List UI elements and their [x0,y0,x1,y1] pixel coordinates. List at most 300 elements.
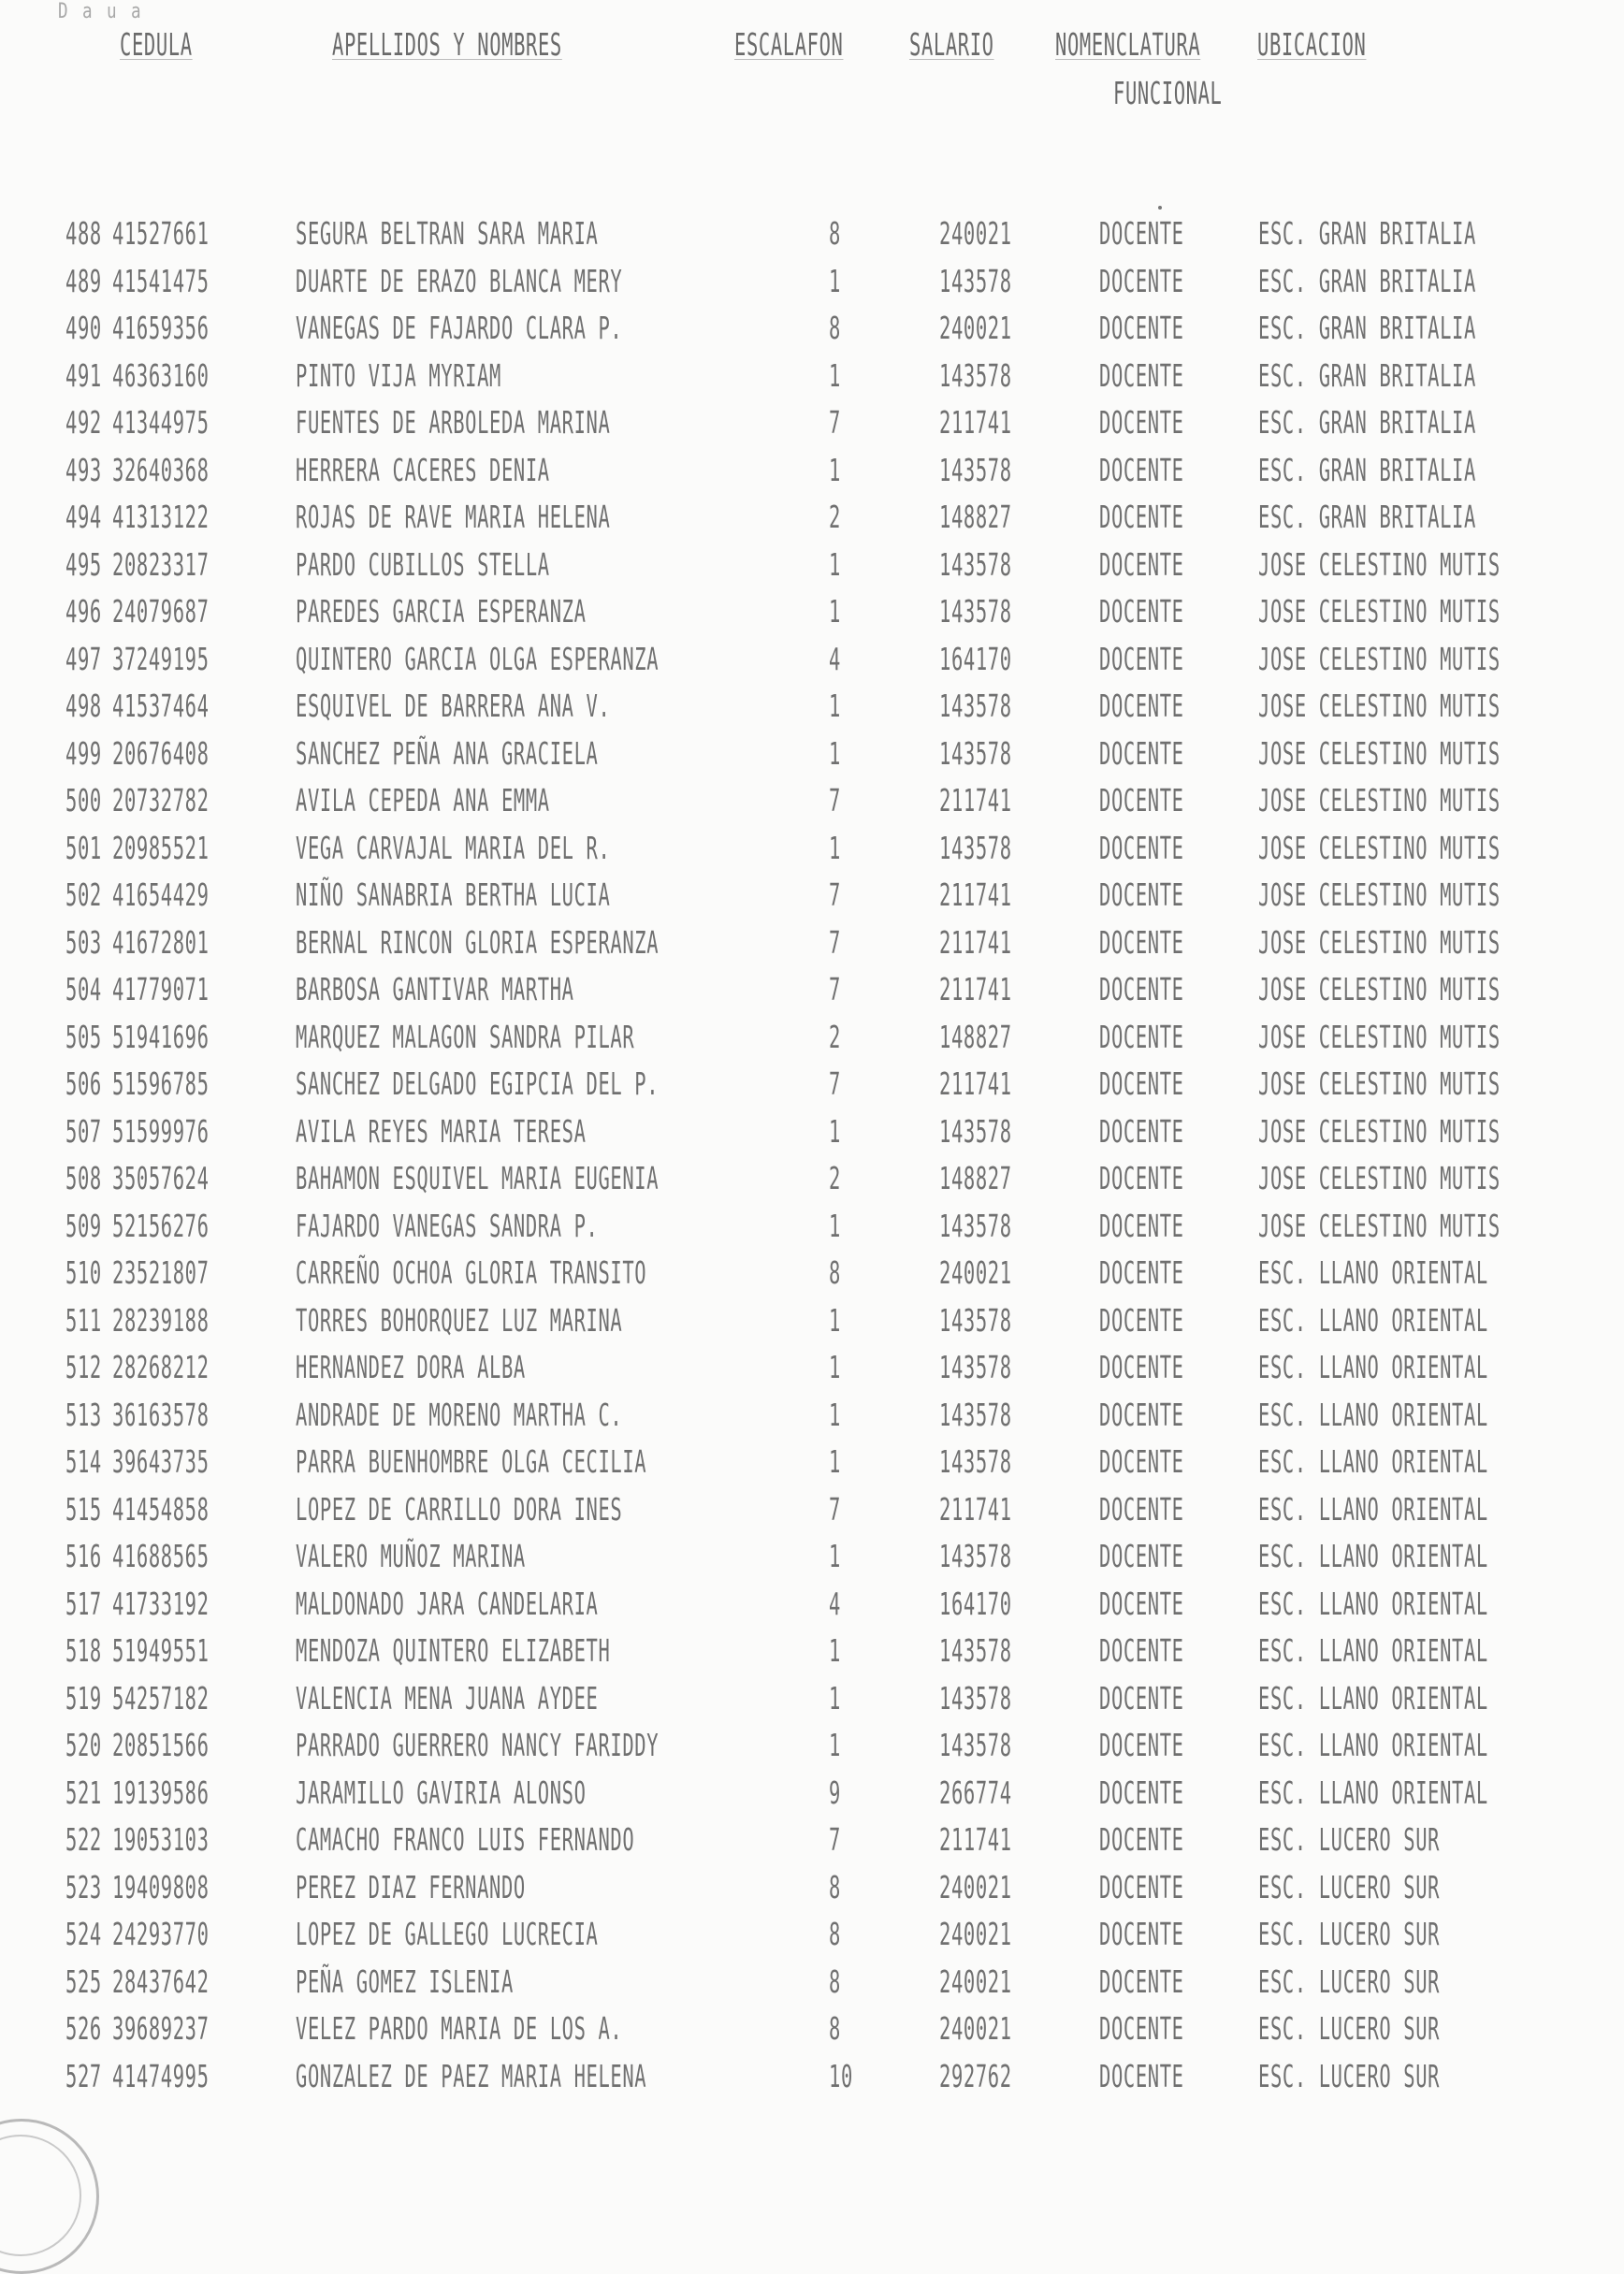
nomenclatura-cell: DOCENTE [1099,2010,1184,2047]
row-number: 516 [65,1538,102,1574]
nomenclatura-cell: DOCENTE [1099,1301,1184,1339]
table-row [0,1581,1624,1628]
cedula-cell: 41454858 [112,1490,210,1528]
salario-cell: 143578 [939,1679,1012,1716]
table-row [0,1344,1624,1391]
name-cell: SEGURA BELTRAN SARA MARIA [296,215,599,252]
salario-cell: 143578 [939,1207,1012,1244]
table-row [0,1392,1624,1439]
escalafon-cell: 1 [829,1443,841,1480]
cedula-cell: 39643735 [112,1443,210,1480]
name-cell: PARDO CUBILLOS STELLA [296,545,550,583]
cedula-cell: 28239188 [112,1301,210,1339]
table-row [0,1628,1624,1674]
nomenclatura-cell: DOCENTE [1099,310,1184,346]
table-row [0,1203,1624,1250]
name-cell: VANEGAS DE FAJARDO CLARA P. [296,310,623,346]
escalafon-cell: 7 [829,971,841,1007]
name-cell: FAJARDO VANEGAS SANDRA P. [296,1207,599,1244]
table-row [0,1722,1624,1769]
table-row [0,542,1624,588]
row-number: 518 [65,1632,102,1669]
row-number: 519 [65,1679,102,1716]
ubicacion-cell: JOSE CELESTINO MUTIS [1258,593,1501,630]
table-row [0,825,1624,872]
name-cell: LOPEZ DE GALLEGO LUCRECIA [296,1916,599,1952]
cedula-cell: 51596785 [112,1065,210,1102]
name-cell: JARAMILLO GAVIRIA ALONSO [296,1774,587,1811]
nomenclatura-cell: DOCENTE [1099,734,1184,772]
salario-cell: 143578 [939,1112,1012,1150]
header-escalafon: ESCALAFON [734,26,844,63]
table-row [0,258,1624,305]
name-cell: PAREDES GARCIA ESPERANZA [296,593,587,630]
ubicacion-cell: ESC. GRAN BRITALIA [1258,215,1476,252]
ubicacion-cell: ESC. GRAN BRITALIA [1258,310,1476,346]
nomenclatura-cell: DOCENTE [1099,593,1184,630]
table-row [0,1675,1624,1722]
ubicacion-cell: ESC. LUCERO SUR [1258,2010,1441,2047]
escalafon-cell: 10 [829,2057,853,2094]
row-number: 524 [65,1916,102,1952]
row-number: 493 [65,451,102,488]
escalafon-cell: 1 [829,1301,841,1339]
table-row [0,636,1624,683]
name-cell: QUINTERO GARCIA OLGA ESPERANZA [296,640,660,677]
cedula-cell: 32640368 [112,451,210,488]
nomenclatura-cell: DOCENTE [1099,1490,1184,1528]
nomenclatura-cell: DOCENTE [1099,1065,1184,1102]
name-cell: MALDONADO JARA CANDELARIA [296,1585,599,1622]
row-number: 514 [65,1443,102,1480]
nomenclatura-cell: DOCENTE [1099,215,1184,252]
ubicacion-cell: ESC. LLANO ORIENTAL [1258,1443,1488,1480]
name-cell: PEREZ DIAZ FERNANDO [296,1868,526,1905]
cedula-cell: 39689237 [112,2010,210,2047]
nomenclatura-cell: DOCENTE [1099,1112,1184,1150]
nomenclatura-cell: DOCENTE [1099,640,1184,677]
salario-cell: 211741 [939,1821,1012,1858]
row-number: 488 [65,215,102,252]
escalafon-cell: 1 [829,451,841,488]
name-cell: CARREÑO OCHOA GLORIA TRANSITO [296,1254,647,1291]
ubicacion-cell: ESC. LLANO ORIENTAL [1258,1727,1488,1763]
row-number: 506 [65,1065,102,1102]
header-salario: SALARIO [909,26,994,63]
table-row [0,731,1624,777]
ubicacion-cell: ESC. LLANO ORIENTAL [1258,1774,1488,1811]
row-number: 515 [65,1490,102,1528]
row-number: 526 [65,2010,102,2047]
ubicacion-cell: JOSE CELESTINO MUTIS [1258,971,1501,1007]
nomenclatura-cell: DOCENTE [1099,1349,1184,1385]
escalafon-cell: 8 [829,310,841,346]
row-number: 497 [65,640,102,677]
row-number: 491 [65,356,102,394]
row-number: 522 [65,1821,102,1858]
cedula-cell: 41672801 [112,923,210,961]
salario-cell: 240021 [939,215,1012,252]
nomenclatura-cell: DOCENTE [1099,1963,1184,2000]
nomenclatura-cell: DOCENTE [1099,1868,1184,1905]
cedula-cell: 51949551 [112,1632,210,1669]
row-number: 499 [65,734,102,772]
escalafon-cell: 8 [829,1868,841,1905]
row-number: 509 [65,1207,102,1244]
salario-cell: 143578 [939,1396,1012,1433]
stamp-seal [0,2119,99,2274]
table-row [0,494,1624,541]
table-row [0,1250,1624,1296]
salario-cell: 164170 [939,640,1012,677]
table-row [0,777,1624,824]
ubicacion-cell: ESC. LLANO ORIENTAL [1258,1349,1488,1385]
ubicacion-cell: ESC. LLANO ORIENTAL [1258,1490,1488,1528]
row-number: 489 [65,262,102,299]
nomenclatura-cell: DOCENTE [1099,782,1184,818]
name-cell: GONZALEZ DE PAEZ MARIA HELENA [296,2057,647,2094]
nomenclatura-cell: DOCENTE [1099,1160,1184,1196]
salario-cell: 211741 [939,876,1012,913]
salario-cell: 143578 [939,593,1012,630]
name-cell: AVILA REYES MARIA TERESA [296,1112,587,1150]
salario-cell: 143578 [939,1301,1012,1339]
row-number: 521 [65,1774,102,1811]
escalafon-cell: 8 [829,1916,841,1952]
cedula-cell: 46363160 [112,356,210,394]
cedula-cell: 28437642 [112,1963,210,2000]
cedula-cell: 23521807 [112,1254,210,1291]
salario-cell: 211741 [939,923,1012,961]
name-cell: LOPEZ DE CARRILLO DORA INES [296,1490,623,1528]
nomenclatura-cell: DOCENTE [1099,2057,1184,2094]
nomenclatura-cell: DOCENTE [1099,1254,1184,1291]
cedula-cell: 41541475 [112,262,210,299]
nomenclatura-cell: DOCENTE [1099,829,1184,866]
ubicacion-cell: JOSE CELESTINO MUTIS [1258,1207,1501,1244]
ubicacion-cell: JOSE CELESTINO MUTIS [1258,782,1501,818]
cedula-cell: 19053103 [112,1821,210,1858]
row-number: 512 [65,1349,102,1385]
escalafon-cell: 1 [829,262,841,299]
escalafon-cell: 1 [829,1632,841,1669]
name-cell: NIÑO SANABRIA BERTHA LUCIA [296,876,611,913]
salario-cell: 211741 [939,782,1012,818]
row-number: 496 [65,593,102,630]
ubicacion-cell: ESC. GRAN BRITALIA [1258,499,1476,535]
row-number: 525 [65,1963,102,2000]
cedula-cell: 41313122 [112,499,210,535]
escalafon-cell: 1 [829,545,841,583]
salario-cell: 143578 [939,451,1012,488]
nomenclatura-cell: DOCENTE [1099,356,1184,394]
table-row [0,872,1624,919]
salario-cell: 143578 [939,688,1012,724]
cedula-cell: 19409808 [112,1868,210,1905]
escalafon-cell: 1 [829,734,841,772]
cedula-cell: 41344975 [112,404,210,441]
name-cell: PINTO VIJA MYRIAM [296,356,501,394]
escalafon-cell: 1 [829,1112,841,1150]
name-cell: PARRADO GUERRERO NANCY FARIDDY [296,1727,660,1763]
table-row [0,683,1624,730]
salario-cell: 143578 [939,734,1012,772]
escalafon-cell: 7 [829,1821,841,1858]
corner-handwritten-mark: D a u a [58,0,143,23]
ubicacion-cell: ESC. LUCERO SUR [1258,1821,1441,1858]
table-row [0,353,1624,399]
name-cell: ESQUIVEL DE BARRERA ANA V. [296,688,611,724]
salario-cell: 143578 [939,356,1012,394]
name-cell: VALERO MUÑOZ MARINA [296,1538,526,1574]
name-cell: VELEZ PARDO MARIA DE LOS A. [296,2010,623,2047]
table-row [0,399,1624,446]
nomenclatura-cell: DOCENTE [1099,1018,1184,1055]
nomenclatura-cell: DOCENTE [1099,1632,1184,1669]
cedula-cell: 41654429 [112,876,210,913]
header-funcional: FUNCIONAL [1113,75,1223,111]
table-row [0,1533,1624,1580]
table-row [0,588,1624,635]
cedula-cell: 41688565 [112,1538,210,1574]
escalafon-cell: 1 [829,829,841,866]
salario-cell: 143578 [939,1349,1012,1385]
salario-cell: 240021 [939,1916,1012,1952]
nomenclatura-cell: DOCENTE [1099,876,1184,913]
ubicacion-cell: JOSE CELESTINO MUTIS [1258,1018,1501,1055]
escalafon-cell: 4 [829,640,841,677]
name-cell: FUENTES DE ARBOLEDA MARINA [296,404,611,441]
salario-cell: 240021 [939,1254,1012,1291]
name-cell: HERRERA CACERES DENIA [296,451,550,488]
stamp-seal-inner [0,2135,81,2256]
escalafon-cell: 7 [829,1490,841,1528]
escalafon-cell: 2 [829,1018,841,1055]
cedula-cell: 35057624 [112,1160,210,1196]
name-cell: ROJAS DE RAVE MARIA HELENA [296,499,611,535]
stray-dot [1158,206,1162,210]
name-cell: VALENCIA MENA JUANA AYDEE [296,1679,599,1716]
cedula-cell: 20851566 [112,1727,210,1763]
table-row [0,1297,1624,1344]
escalafon-cell: 7 [829,923,841,961]
escalafon-cell: 1 [829,1538,841,1574]
ubicacion-cell: JOSE CELESTINO MUTIS [1258,545,1501,583]
salario-cell: 143578 [939,1538,1012,1574]
table-row [0,210,1624,257]
cedula-cell: 41537464 [112,688,210,724]
salario-cell: 148827 [939,1160,1012,1196]
name-cell: DUARTE DE ERAZO BLANCA MERY [296,262,623,299]
table-row [0,447,1624,494]
ubicacion-cell: ESC. LLANO ORIENTAL [1258,1254,1488,1291]
table-row [0,1108,1624,1155]
nomenclatura-cell: DOCENTE [1099,1443,1184,1480]
ubicacion-cell: ESC. GRAN BRITALIA [1258,404,1476,441]
cedula-cell: 28268212 [112,1349,210,1385]
name-cell: PARRA BUENHOMBRE OLGA CECILIA [296,1443,647,1480]
ubicacion-cell: ESC. LUCERO SUR [1258,2057,1441,2094]
cedula-cell: 20823317 [112,545,210,583]
table-row [0,1770,1624,1817]
name-cell: AVILA CEPEDA ANA EMMA [296,782,550,818]
row-number: 498 [65,688,102,724]
salario-cell: 211741 [939,404,1012,441]
ubicacion-cell: ESC. GRAN BRITALIA [1258,451,1476,488]
cedula-cell: 41474995 [112,2057,210,2094]
cedula-cell: 24293770 [112,1916,210,1952]
escalafon-cell: 8 [829,2010,841,2047]
escalafon-cell: 1 [829,1207,841,1244]
name-cell: BERNAL RINCON GLORIA ESPERANZA [296,923,660,961]
cedula-cell: 41733192 [112,1585,210,1622]
ubicacion-cell: JOSE CELESTINO MUTIS [1258,923,1501,961]
nomenclatura-cell: DOCENTE [1099,499,1184,535]
row-number: 501 [65,829,102,866]
cedula-cell: 41659356 [112,310,210,346]
salario-cell: 240021 [939,1868,1012,1905]
nomenclatura-cell: DOCENTE [1099,1207,1184,1244]
ubicacion-cell: ESC. LLANO ORIENTAL [1258,1538,1488,1574]
nomenclatura-cell: DOCENTE [1099,1727,1184,1763]
table-row [0,1817,1624,1863]
ubicacion-cell: JOSE CELESTINO MUTIS [1258,1160,1501,1196]
name-cell: BARBOSA GANTIVAR MARTHA [296,971,574,1007]
escalafon-cell: 1 [829,1727,841,1763]
ubicacion-cell: JOSE CELESTINO MUTIS [1258,734,1501,772]
salario-cell: 143578 [939,1727,1012,1763]
escalafon-cell: 9 [829,1774,841,1811]
escalafon-cell: 7 [829,404,841,441]
ubicacion-cell: ESC. GRAN BRITALIA [1258,356,1476,394]
nomenclatura-cell: DOCENTE [1099,451,1184,488]
name-cell: BAHAMON ESQUIVEL MARIA EUGENIA [296,1160,660,1196]
escalafon-cell: 1 [829,1349,841,1385]
nomenclatura-cell: DOCENTE [1099,1774,1184,1811]
ubicacion-cell: ESC. LLANO ORIENTAL [1258,1585,1488,1622]
cedula-cell: 20676408 [112,734,210,772]
nomenclatura-cell: DOCENTE [1099,971,1184,1007]
table-row [0,305,1624,352]
salario-cell: 148827 [939,499,1012,535]
cedula-cell: 41779071 [112,971,210,1007]
row-number: 517 [65,1585,102,1622]
table-row [0,1486,1624,1533]
cedula-cell: 37249195 [112,640,210,677]
table-row [0,1155,1624,1202]
row-number: 495 [65,545,102,583]
escalafon-cell: 7 [829,782,841,818]
cedula-cell: 19139586 [112,1774,210,1811]
nomenclatura-cell: DOCENTE [1099,545,1184,583]
nomenclatura-cell: DOCENTE [1099,688,1184,724]
escalafon-cell: 8 [829,1254,841,1291]
escalafon-cell: 8 [829,1963,841,2000]
salario-cell: 143578 [939,1632,1012,1669]
row-number: 508 [65,1160,102,1196]
salario-cell: 143578 [939,1443,1012,1480]
ubicacion-cell: JOSE CELESTINO MUTIS [1258,1065,1501,1102]
cedula-cell: 51599976 [112,1112,210,1150]
ubicacion-cell: JOSE CELESTINO MUTIS [1258,640,1501,677]
cedula-cell: 54257182 [112,1679,210,1716]
table-row [0,966,1624,1013]
header-cedula: CEDULA [120,26,193,63]
header-nomenclatura: NOMENCLATURA [1055,26,1201,63]
row-number: 520 [65,1727,102,1763]
ubicacion-cell: JOSE CELESTINO MUTIS [1258,829,1501,866]
name-cell: CAMACHO FRANCO LUIS FERNANDO [296,1821,635,1858]
ubicacion-cell: ESC. LUCERO SUR [1258,1963,1441,2000]
escalafon-cell: 4 [829,1585,841,1622]
table-row [0,1439,1624,1485]
row-number: 492 [65,404,102,441]
salario-cell: 292762 [939,2057,1012,2094]
nomenclatura-cell: DOCENTE [1099,1538,1184,1574]
name-cell: ANDRADE DE MORENO MARTHA C. [296,1396,623,1433]
salario-cell: 240021 [939,310,1012,346]
ubicacion-cell: ESC. LUCERO SUR [1258,1916,1441,1952]
row-number: 523 [65,1868,102,1905]
salario-cell: 211741 [939,971,1012,1007]
escalafon-cell: 8 [829,215,841,252]
table-row [0,1864,1624,1911]
nomenclatura-cell: DOCENTE [1099,923,1184,961]
row-number: 503 [65,923,102,961]
row-number: 510 [65,1254,102,1291]
name-cell: SANCHEZ DELGADO EGIPCIA DEL P. [296,1065,660,1102]
nomenclatura-cell: DOCENTE [1099,262,1184,299]
salario-cell: 211741 [939,1490,1012,1528]
row-number: 504 [65,971,102,1007]
cedula-cell: 36163578 [112,1396,210,1433]
name-cell: MENDOZA QUINTERO ELIZABETH [296,1632,611,1669]
cedula-cell: 51941696 [112,1018,210,1055]
escalafon-cell: 2 [829,499,841,535]
cedula-cell: 24079687 [112,593,210,630]
header-ubicacion: UBICACION [1257,26,1367,63]
row-number: 527 [65,2057,102,2094]
header-apellidos-nombres: APELLIDOS Y NOMBRES [332,26,562,63]
row-number: 505 [65,1018,102,1055]
table-row [0,920,1624,966]
ubicacion-cell: ESC. LUCERO SUR [1258,1868,1441,1905]
table-row [0,2053,1624,2100]
row-number: 502 [65,876,102,913]
nomenclatura-cell: DOCENTE [1099,1396,1184,1433]
row-number: 490 [65,310,102,346]
table-row [0,1959,1624,2006]
ubicacion-cell: JOSE CELESTINO MUTIS [1258,1112,1501,1150]
table-row [0,1014,1624,1061]
row-number: 494 [65,499,102,535]
cedula-cell: 41527661 [112,215,210,252]
cedula-cell: 20732782 [112,782,210,818]
salario-cell: 266774 [939,1774,1012,1811]
cedula-cell: 52156276 [112,1207,210,1244]
escalafon-cell: 1 [829,356,841,394]
ubicacion-cell: ESC. LLANO ORIENTAL [1258,1301,1488,1339]
escalafon-cell: 7 [829,1065,841,1102]
escalafon-cell: 1 [829,1396,841,1433]
row-number: 507 [65,1112,102,1150]
row-number: 500 [65,782,102,818]
salario-cell: 240021 [939,2010,1012,2047]
ubicacion-cell: ESC. GRAN BRITALIA [1258,262,1476,299]
name-cell: HERNANDEZ DORA ALBA [296,1349,526,1385]
name-cell: MARQUEZ MALAGON SANDRA PILAR [296,1018,635,1055]
name-cell: SANCHEZ PEÑA ANA GRACIELA [296,734,599,772]
